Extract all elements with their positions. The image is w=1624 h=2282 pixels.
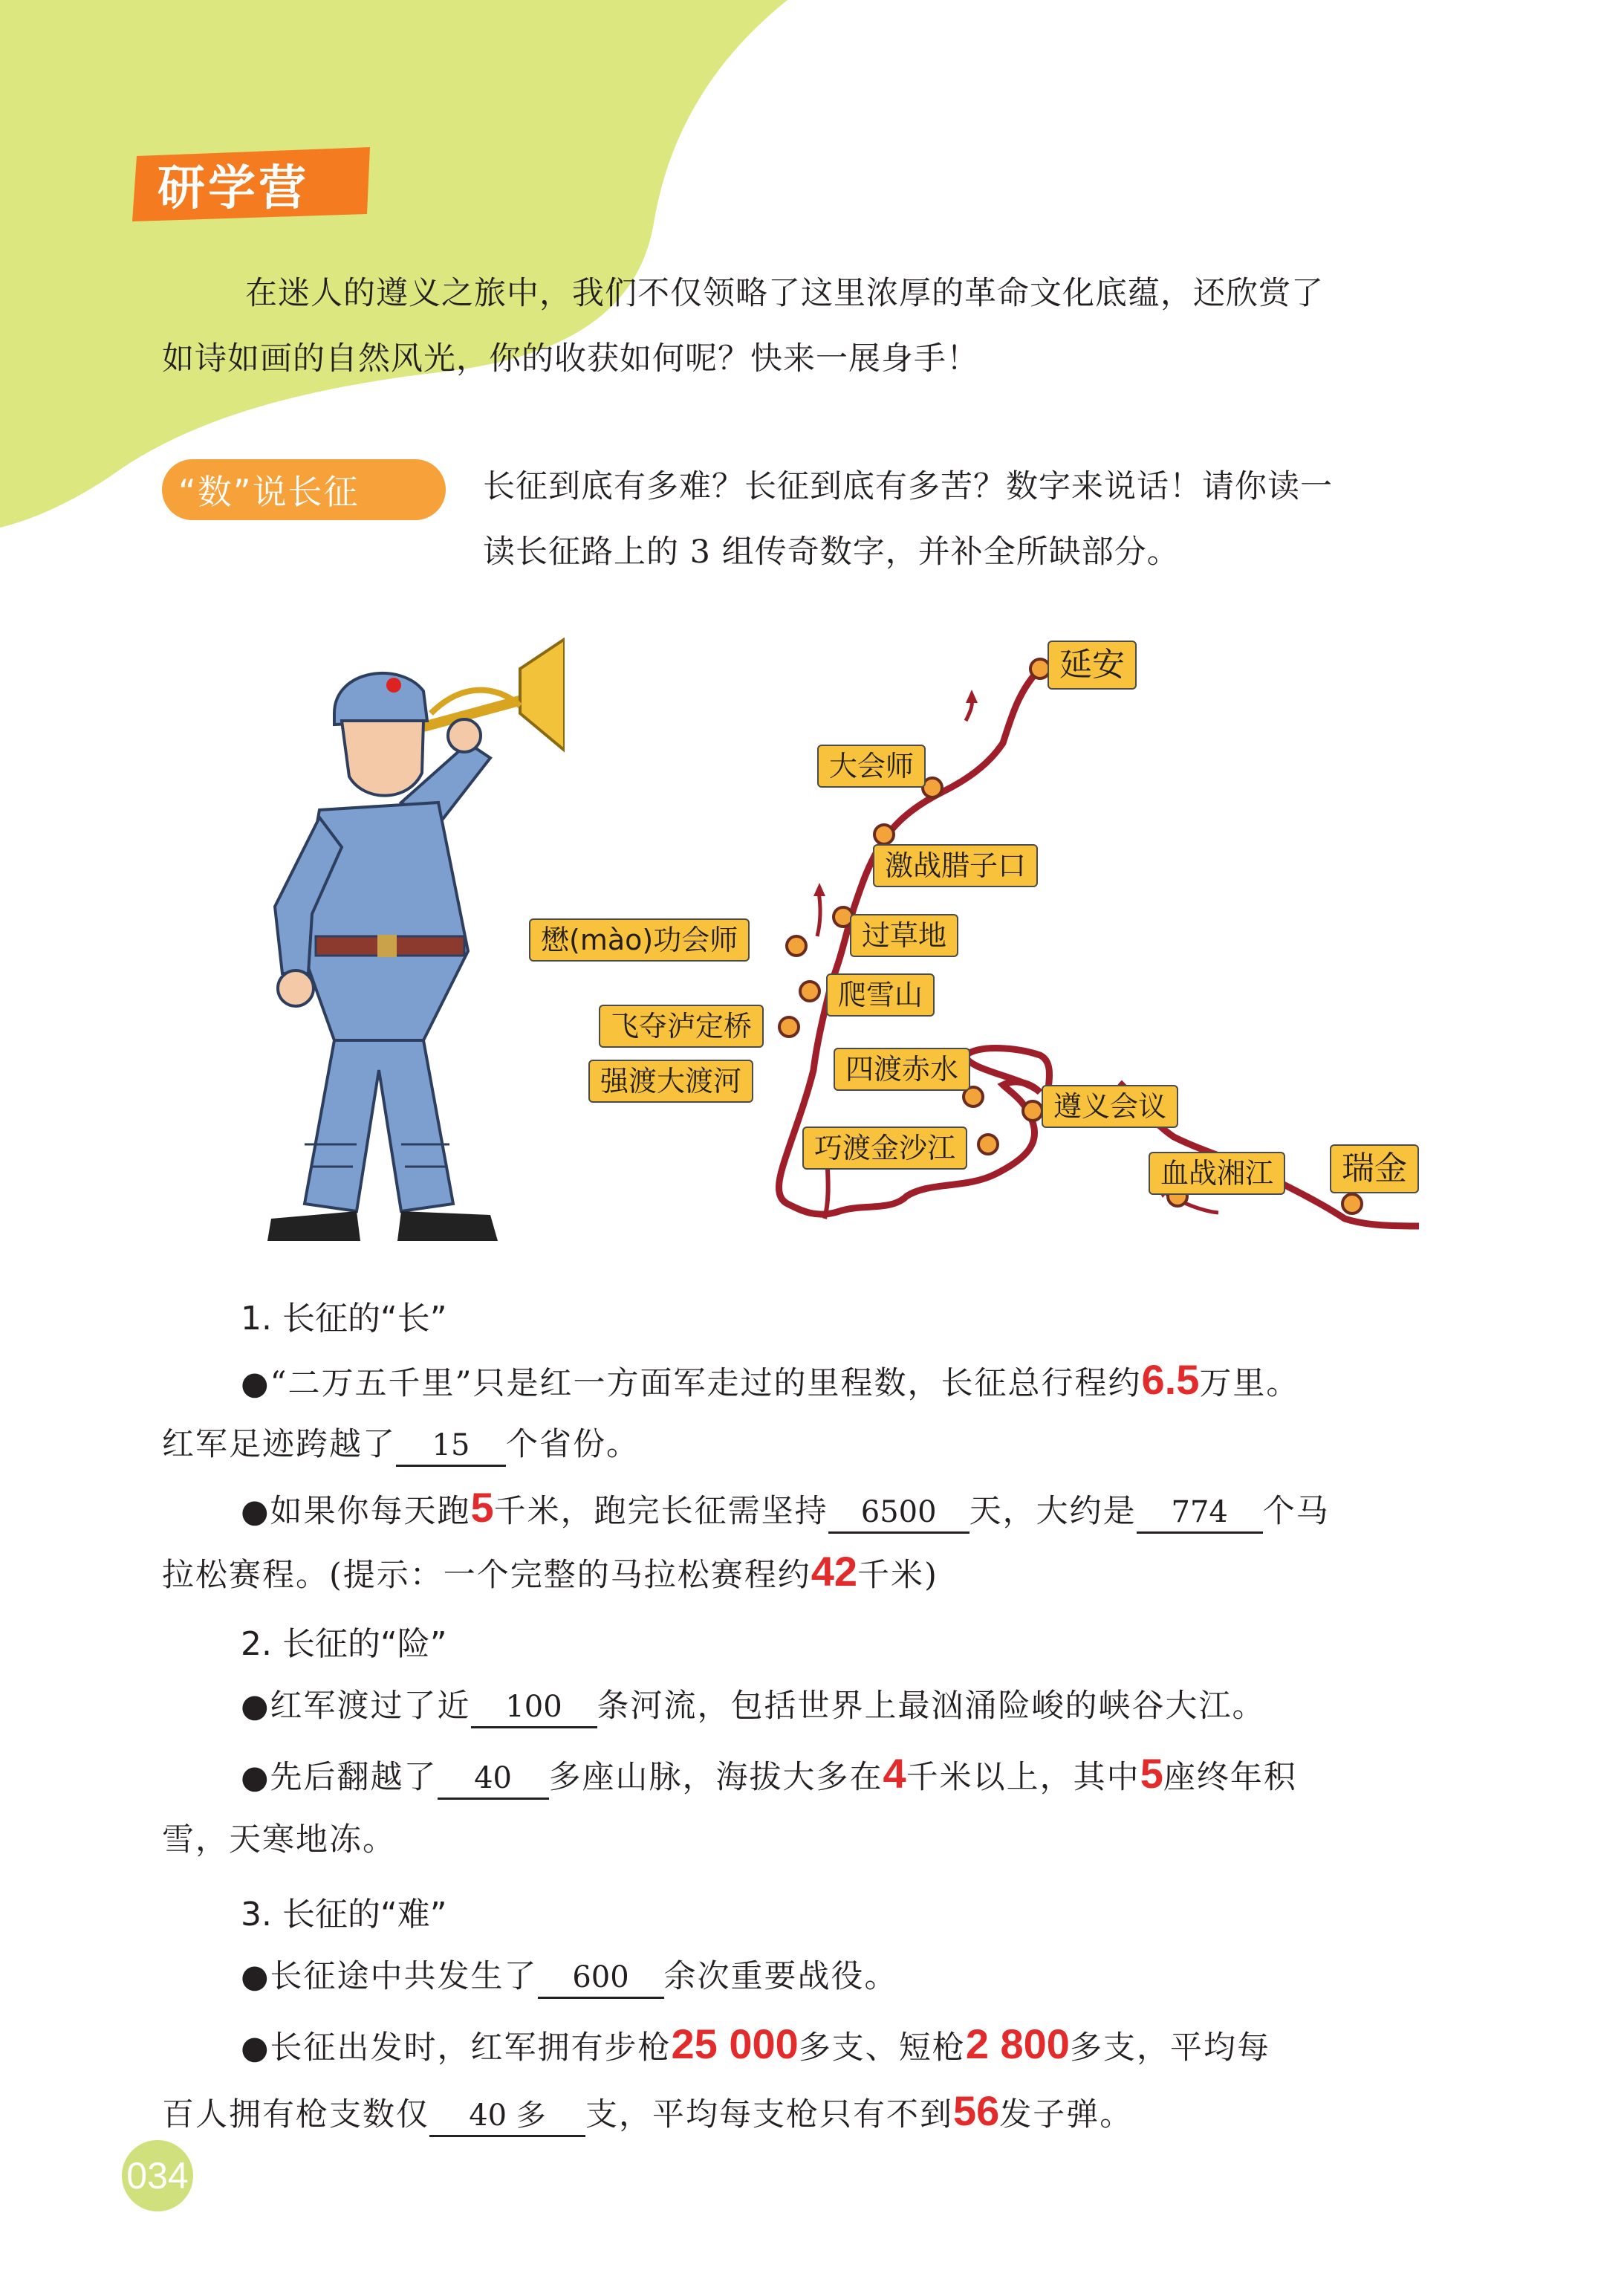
s2-altitude-km: 4 <box>883 1750 906 1797</box>
s1-q2-line1: ●如果你每天跑5千米，跑完长征需坚持 6500 天，大约是 774 个马 <box>241 1483 1330 1534</box>
s1-provinces-blank[interactable]: 15 <box>396 1426 506 1467</box>
s1-marathon-km: 42 <box>811 1548 858 1595</box>
s2-snow-mountains: 5 <box>1140 1750 1163 1797</box>
s2-rivers-blank[interactable]: 100 <box>471 1688 597 1728</box>
s3-bullets: 56 <box>953 2087 1000 2134</box>
s3-q2-line1: ●长征出发时，红军拥有步枪25 000多支、短枪2 800多支，平均每 <box>241 2020 1270 2067</box>
page-number: 034 <box>122 2140 193 2211</box>
s1-daily-km: 5 <box>470 1484 494 1531</box>
map-label-chishui: 四渡赤水 <box>834 1048 970 1091</box>
section-title: 研学营 <box>157 161 309 216</box>
s1-q1-line2: 红军足迹跨越了 15 个省份。 <box>162 1419 640 1467</box>
intro-line-1: 在迷人的遵义之旅中，我们不仅领略了这里浓厚的革命文化底蕴，还欣赏了 <box>245 275 1324 312</box>
s2-q2-line1: ●先后翻越了 40 多座山脉，海拔大多在4千米以上，其中5座终年积 <box>241 1749 1297 1800</box>
s2-mountains-blank[interactable]: 40 <box>438 1759 549 1800</box>
s3-q1-line: ●长征途中共发生了 600 余次重要战役。 <box>241 1951 898 1999</box>
map-label-yanan: 延安 <box>1048 641 1137 690</box>
s3-pistols: 2 800 <box>965 2020 1070 2067</box>
activity-tag-label: “数”说长征 <box>178 472 360 512</box>
map-label-laziko: 激战腊子口 <box>873 844 1038 887</box>
map-label-zunyi: 遵义会议 <box>1042 1085 1178 1128</box>
s1-q1-line1: ●“二万五千里”只是红一方面军走过的里程数，长征总行程约6.5万里。 <box>241 1356 1300 1403</box>
s3-guns-blank[interactable]: 40 多 <box>429 2096 585 2137</box>
map-label-dadu: 强渡大渡河 <box>588 1060 753 1103</box>
map-label-xiangjiang: 血战湘江 <box>1149 1152 1285 1195</box>
s2-q1-line: ●红军渡过了近 100 条河流，包括世界上最汹涌险峻的峡谷大江。 <box>241 1681 1266 1728</box>
s2-q2-line2: 雪，天寒地冻。 <box>162 1821 396 1858</box>
activity-text-2: 读长征路上的 3 组传奇数字，并补全所缺部分。 <box>483 534 1180 571</box>
s1-q2-line2: 拉松赛程。(提示：一个完整的马拉松赛程约42千米) <box>162 1548 938 1595</box>
s3-rifles: 25 000 <box>671 2020 799 2067</box>
section2-heading: 2. 长征的“险” <box>241 1625 447 1663</box>
intro-line-2: 如诗如画的自然风光，你的收获如何呢？快来一展身手！ <box>162 340 979 377</box>
s3-q2-line2: 百人拥有枪支数仅 40 多 支，平均每支枪只有不到56发子弹。 <box>162 2087 1133 2137</box>
map-label-caodi: 过草地 <box>850 914 958 957</box>
map-label-xueshan: 爬雪山 <box>826 973 935 1017</box>
s3-battles-blank[interactable]: 600 <box>538 1958 664 1999</box>
section1-heading: 1. 长征的“长” <box>241 1300 447 1338</box>
map-label-ruijin: 瑞金 <box>1330 1144 1419 1193</box>
section3-heading: 3. 长征的“难” <box>241 1896 447 1933</box>
s1-distance-value: 6.5 <box>1141 1356 1200 1403</box>
map-label-jinsha: 巧渡金沙江 <box>802 1127 967 1170</box>
map-label-luding: 飞夺泸定桥 <box>599 1005 764 1048</box>
map-label-maogong: 懋(mào)功会师 <box>529 918 750 962</box>
map-label-dahuishi: 大会师 <box>817 745 926 788</box>
activity-text-1: 长征到底有多难？长征到底有多苦？数字来说话！请你读一 <box>483 468 1333 505</box>
s1-days-blank[interactable]: 6500 <box>828 1493 969 1534</box>
bugler-soldier-illustration <box>253 624 565 1241</box>
s1-marathons-blank[interactable]: 774 <box>1137 1493 1263 1534</box>
activity-tag <box>162 459 360 520</box>
